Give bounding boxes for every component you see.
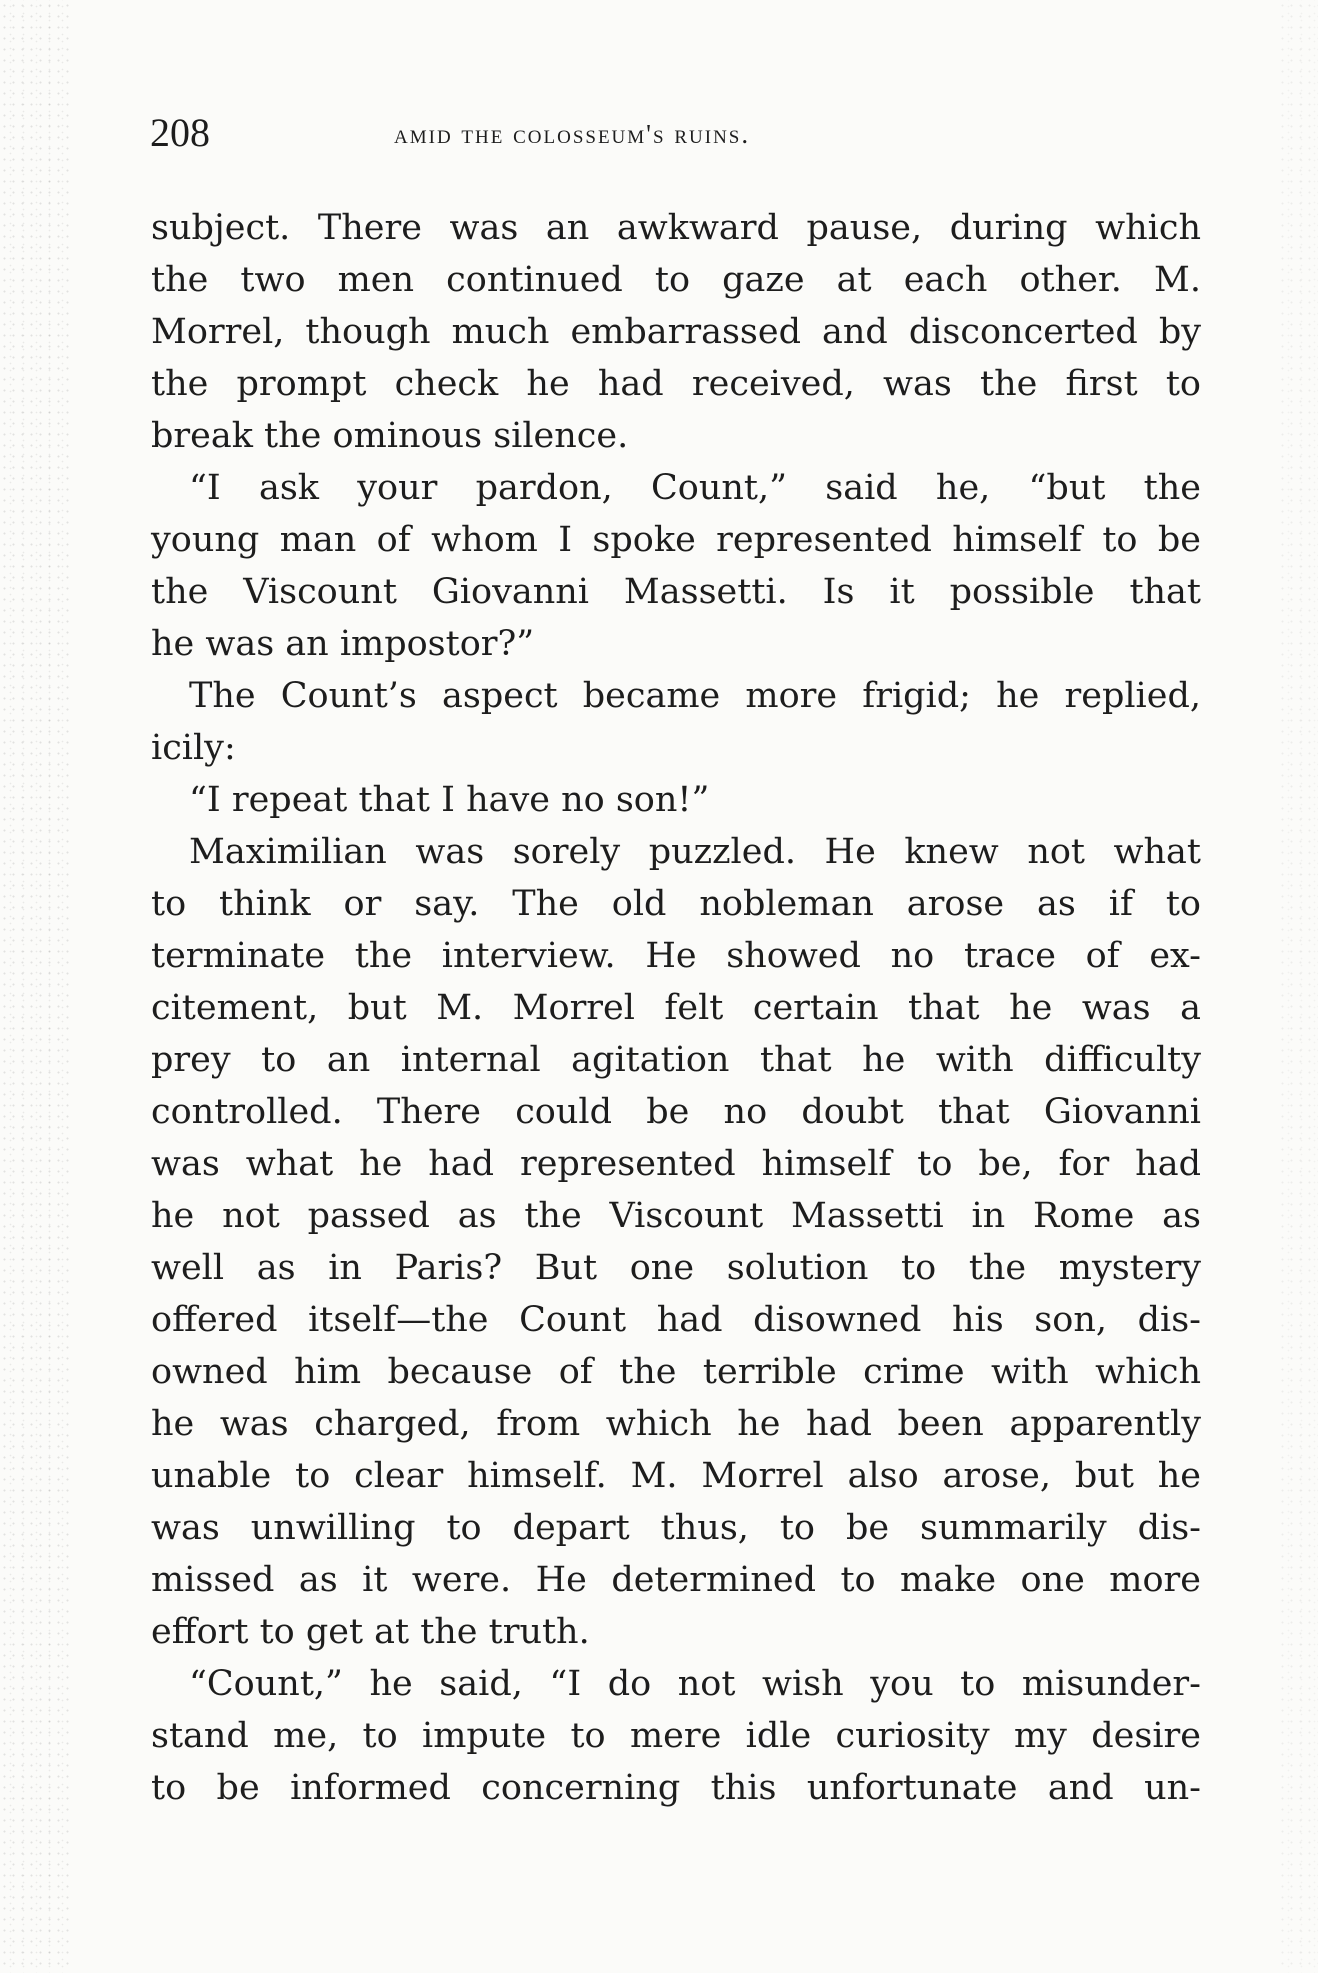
- text-line: “Count,” he said, “I do not wish you to misunder-: [189, 1664, 1201, 1704]
- text-line: was unwilling to depart thus, to be summarily dis-: [151, 1508, 1201, 1548]
- text-line: The Count’s aspect became more frigid; he replied,: [189, 676, 1201, 716]
- text-line: missed as it were. He determined to make one more: [151, 1560, 1201, 1600]
- text-line: Maximilian was sorely puzzled. He knew not what: [189, 832, 1201, 872]
- paper-speckle-left: [0, 0, 70, 1973]
- page-number: 208: [150, 110, 210, 155]
- text-line: was what he had represented himself to be, for had: [151, 1144, 1201, 1184]
- text-line: to think or say. The old nobleman arose as if to: [151, 884, 1201, 924]
- text-line: break the ominous silence.: [151, 416, 629, 456]
- text-line: the prompt check he had received, was the first to: [151, 364, 1201, 404]
- text-line: owned him because of the terrible crime with which: [151, 1352, 1201, 1392]
- text-line: “I repeat that I have no son!”: [189, 780, 710, 820]
- text-line: young man of whom I spoke represented himself to be: [151, 520, 1201, 560]
- text-line: Morrel, though much embarrassed and disconcerted by: [151, 312, 1201, 352]
- running-head: [150, 108, 1202, 158]
- text-line: unable to clear himself. M. Morrel also arose, but he: [151, 1456, 1201, 1496]
- text-line: the two men continued to gaze at each other. M.: [151, 260, 1201, 300]
- body-text: [151, 202, 1201, 1814]
- text-line: “I ask your pardon, Count,” said he, “but the: [189, 468, 1201, 508]
- text-line: well as in Paris? But one solution to the mystery: [151, 1248, 1201, 1288]
- text-line: subject. There was an awkward pause, during which: [151, 208, 1201, 248]
- paper-speckle-right: [1278, 0, 1318, 1973]
- text-line: controlled. There could be no doubt that Giovanni: [151, 1092, 1201, 1132]
- text-line: he was charged, from which he had been apparently: [151, 1404, 1201, 1444]
- text-line: icily:: [151, 728, 236, 768]
- text-line: stand me, to impute to mere idle curiosity my desire: [151, 1716, 1201, 1756]
- text-line: terminate the interview. He showed no trace of ex-: [151, 936, 1201, 976]
- text-line: he not passed as the Viscount Massetti in Rome as: [151, 1196, 1201, 1236]
- text-line: he was an impostor?”: [151, 624, 535, 664]
- text-line: effort to get at the truth.: [151, 1612, 590, 1652]
- text-line: to be informed concerning this unfortunate and un-: [151, 1768, 1201, 1808]
- text-line: offered itself—the Count had disowned his son, dis-: [151, 1300, 1201, 1340]
- running-title: amid the colosseum's ruins.: [394, 119, 751, 149]
- text-line: the Viscount Giovanni Massetti. Is it possible that: [151, 572, 1201, 612]
- text-line: citement, but M. Morrel felt certain that he was a: [151, 988, 1201, 1028]
- text-line: prey to an internal agitation that he with difficulty: [151, 1040, 1201, 1080]
